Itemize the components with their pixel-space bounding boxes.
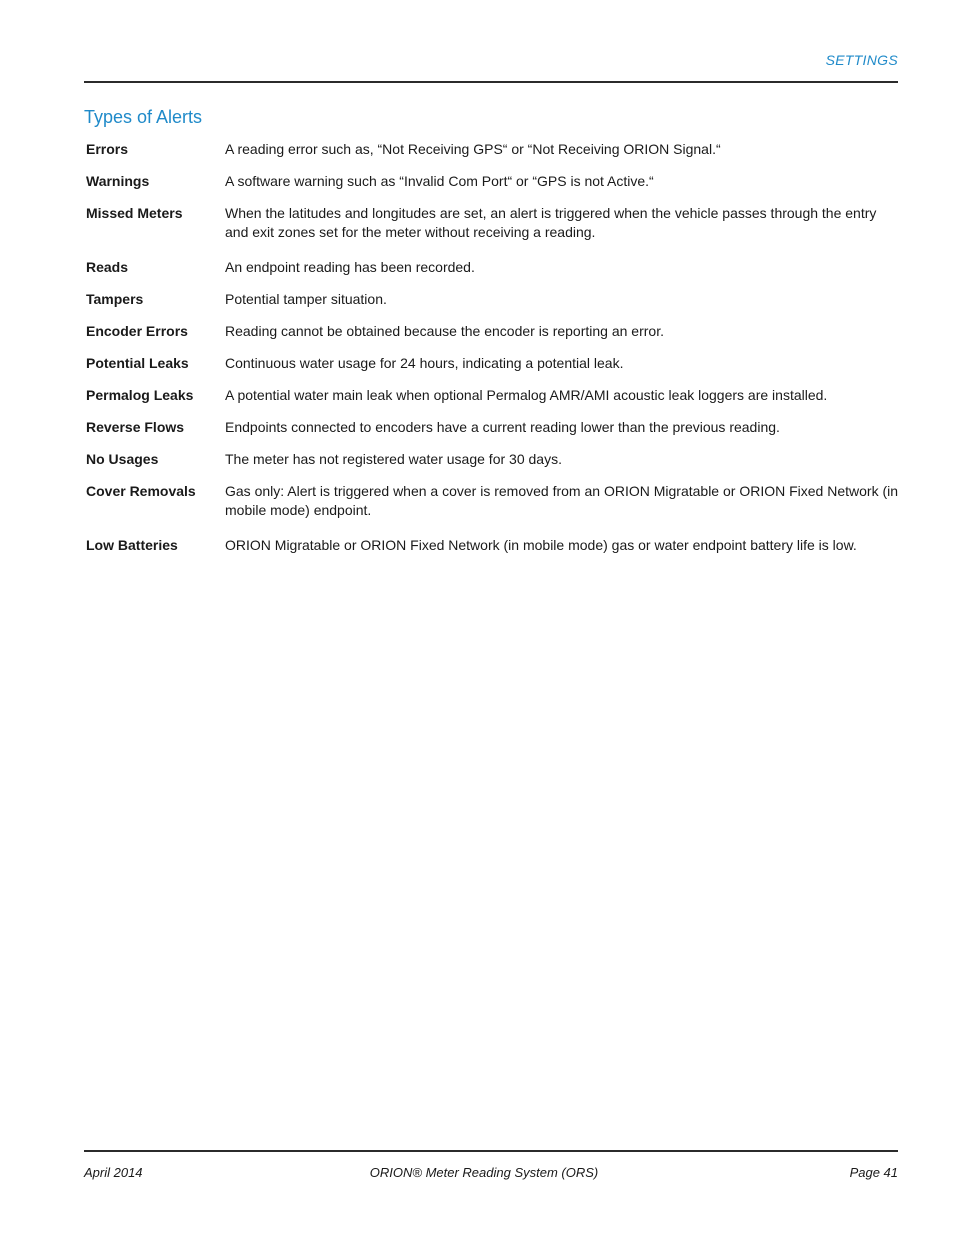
alert-description: Endpoints connected to encoders have a current reading lower than the previous reading. (225, 419, 780, 435)
alert-row (86, 482, 898, 520)
alert-description: An endpoint reading has been recorded. (225, 259, 475, 275)
header-rule (84, 81, 898, 83)
alert-term: Potential Leaks (86, 355, 189, 371)
footer-page-number: Page 41 (849, 1165, 898, 1180)
footer-date: April 2014 (84, 1165, 143, 1180)
alert-description: Reading cannot be obtained because the encoder is reporting an error. (225, 323, 664, 339)
alert-term: Encoder Errors (86, 323, 188, 339)
alert-row (86, 536, 898, 555)
alert-description: When the latitudes and longitudes are set, an alert is triggered when the vehicle passes through the entry and exit zones set for the meter without receiving a reading. (225, 205, 877, 240)
alert-row (86, 386, 898, 405)
alert-description: ORION Migratable or ORION Fixed Network (in mobile mode) gas or water endpoint battery life is low. (225, 537, 857, 553)
alert-row (86, 322, 898, 341)
alert-row (86, 204, 898, 242)
footer-product: ORION® Meter Reading System (ORS) (369, 1165, 599, 1180)
footer-rule (84, 1150, 898, 1152)
alert-term: Cover Removals (86, 483, 196, 499)
alert-term: Low Batteries (86, 537, 178, 553)
alert-term: No Usages (86, 451, 159, 467)
alerts-list (86, 140, 898, 568)
alert-term: Reads (86, 259, 129, 275)
alert-description: A potential water main leak when optional Permalog AMR/AMI acoustic leak loggers are installed. (225, 387, 828, 403)
alert-term: Reverse Flows (86, 419, 185, 435)
alert-row (86, 140, 898, 159)
page-title: Types of Alerts (84, 107, 203, 127)
alert-term: Tampers (86, 291, 144, 307)
alert-row (86, 258, 898, 277)
alert-term: Missed Meters (86, 205, 183, 221)
section-label: SETTINGS (825, 52, 898, 68)
alert-term: Warnings (86, 173, 150, 189)
alert-description: A reading error such as, “Not Receiving GPS“ or “Not Receiving ORION Signal.“ (225, 141, 721, 157)
alert-description: Continuous water usage for 24 hours, indicating a potential leak. (225, 355, 624, 371)
alert-row (86, 354, 898, 373)
alert-row (86, 450, 898, 469)
alert-row (86, 290, 898, 309)
alert-description: Gas only: Alert is triggered when a cover is removed from an ORION Migratable or ORION Fixed Network (in mobile mode) endpoint. (225, 483, 899, 518)
alert-row (86, 172, 898, 191)
alert-row (86, 418, 898, 437)
alert-term: Permalog Leaks (86, 387, 194, 403)
alert-description: A software warning such as “Invalid Com Port“ or “GPS is not Active.“ (225, 173, 654, 189)
alert-term: Errors (86, 141, 129, 157)
alert-description: The meter has not registered water usage for 30 days. (225, 451, 562, 467)
alert-description: Potential tamper situation. (225, 291, 387, 307)
